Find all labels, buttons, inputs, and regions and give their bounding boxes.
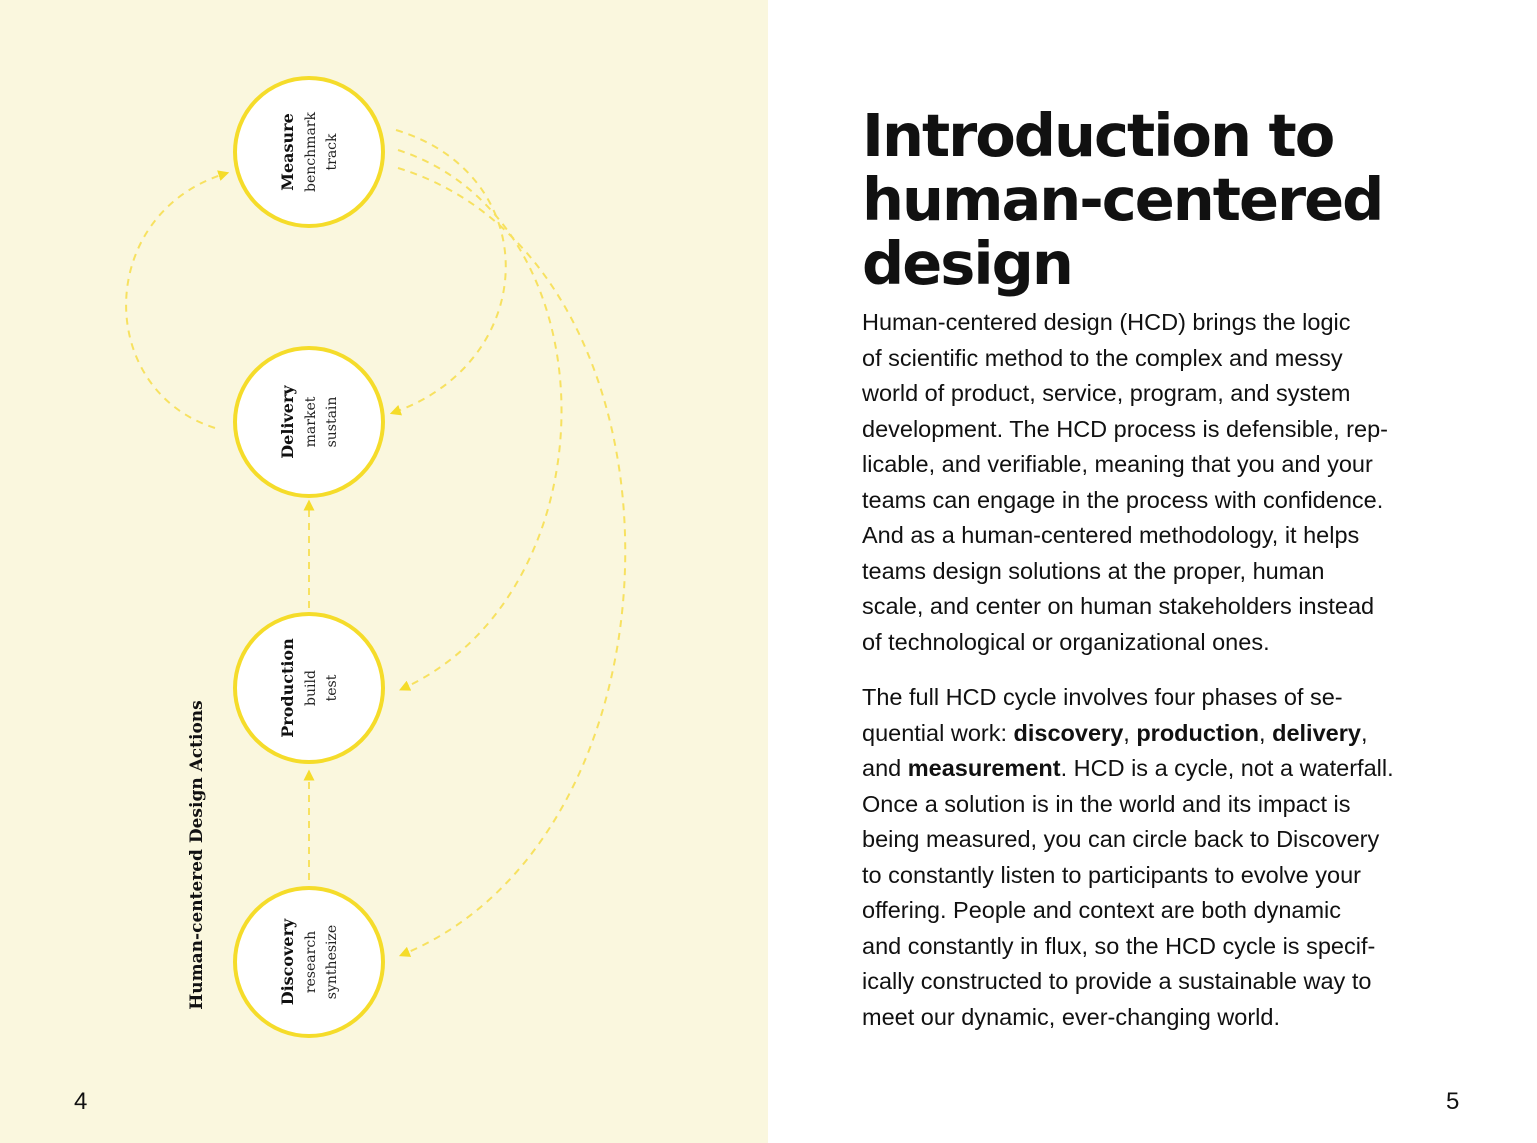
phase-action: research xyxy=(303,930,319,994)
bold-discovery: discovery xyxy=(1013,719,1124,746)
paragraph-line: ically constructed to provide a sustainable way to xyxy=(862,968,1372,994)
text-run: and xyxy=(862,755,908,781)
phase-action: track xyxy=(324,133,340,171)
bold-measurement: measurement xyxy=(907,755,1061,781)
paragraph-line: And as a human-centered methodology, it helps xyxy=(862,522,1360,548)
paragraph-line: development. The HCD process is defensible, rep- xyxy=(862,415,1388,442)
heading-line: Introduction to xyxy=(862,101,1334,170)
paragraph-line: teams design solutions at the proper, human xyxy=(862,557,1325,584)
heading-line: design xyxy=(862,229,1072,298)
phase-measure xyxy=(235,78,383,226)
text-run: , xyxy=(1360,719,1368,746)
paragraph-line: meet our dynamic, ever-changing world. xyxy=(862,1003,1280,1030)
paragraph-line xyxy=(862,716,1472,752)
phase-name: Measure xyxy=(278,113,297,191)
paragraph-line: offering. People and context are both dynamic xyxy=(862,897,1342,923)
phase-discovery xyxy=(235,888,383,1036)
paragraph-line: and constantly in flux, so the HCD cycle is specif- xyxy=(862,932,1376,959)
page-heading xyxy=(862,101,1502,298)
paragraph-line: scale, and center on human stakeholders instead xyxy=(862,593,1375,619)
text-run: , xyxy=(1123,719,1137,746)
paragraph-line: being measured, you can circle back to Discovery xyxy=(862,826,1380,852)
arrow-measure-to-discovery xyxy=(398,168,625,954)
paragraph-line: world of product, service, program, and system xyxy=(862,380,1351,406)
phase-production xyxy=(235,614,383,762)
bold-production: production xyxy=(1136,719,1260,746)
paragraph-line xyxy=(862,751,1472,787)
phase-delivery xyxy=(235,348,383,496)
diagram-title: Human-centered Design Actions xyxy=(187,700,207,1010)
bold-delivery: delivery xyxy=(1272,719,1361,746)
phase-action: build xyxy=(303,670,319,706)
paragraph-line: Once a solution is in the world and its impact is xyxy=(862,790,1351,817)
paragraph-line: licable, and verifiable, meaning that you and your xyxy=(862,451,1373,477)
paragraph-line: of scientific method to the complex and messy xyxy=(862,344,1343,371)
phase-name: Discovery xyxy=(278,918,297,1006)
phase-action: synthesize xyxy=(324,924,340,1000)
phase-action: sustain xyxy=(324,396,340,448)
page-number-left: 4 xyxy=(74,1088,88,1115)
cycle-paragraph xyxy=(862,680,1472,1035)
paragraph-line: Human-centered design (HCD) brings the logic xyxy=(862,309,1351,335)
paragraph-line: of technological or organizational ones. xyxy=(862,628,1270,655)
heading-line: human-centered xyxy=(862,165,1383,234)
text-run: quential work: xyxy=(862,719,1014,746)
arrow-measure-to-production xyxy=(398,150,562,688)
page-number-right: 5 xyxy=(1446,1088,1460,1115)
hcd-cycle-diagram xyxy=(0,0,768,1143)
arrow-delivery-to-measure xyxy=(126,174,224,428)
phase-name: Delivery xyxy=(278,385,297,459)
text-run: , xyxy=(1259,719,1273,746)
left-page xyxy=(0,0,768,1143)
paragraph-line: teams can engage in the process with confidence. xyxy=(862,486,1384,513)
intro-paragraph xyxy=(862,305,1472,660)
text-run: . HCD is a cycle, not a waterfall. xyxy=(1060,755,1394,781)
phase-action: benchmark xyxy=(303,112,319,192)
paragraph-line: to constantly listen to participants to evolve your xyxy=(862,861,1361,888)
phase-action: test xyxy=(324,674,340,702)
phase-name: Production xyxy=(278,638,297,738)
phase-action: market xyxy=(303,396,319,448)
paragraph-line: The full HCD cycle involves four phases of se- xyxy=(862,684,1343,710)
